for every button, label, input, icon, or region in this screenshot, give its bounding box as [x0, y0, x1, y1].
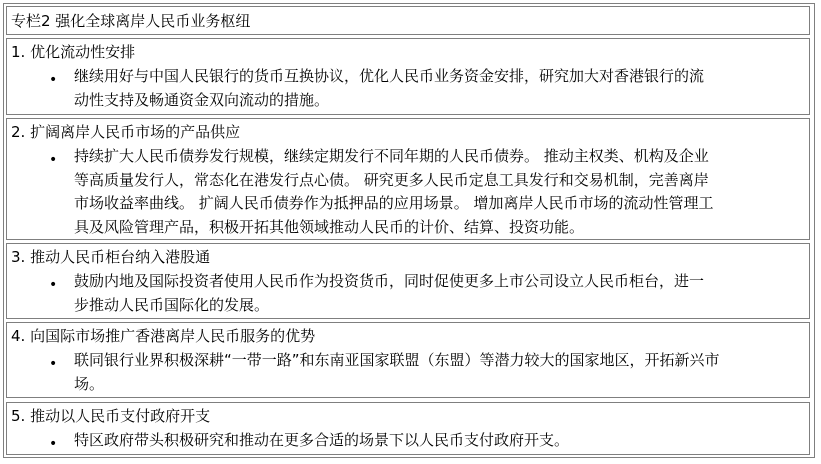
section-text: 鼓励内地及国际投资者使用人民币作为投资货币，同时促使更多上市公司设立人民币柜台，进一 步推动人民币国际化的发展。: [74, 272, 705, 314]
section-text: 持续扩大人民币债券发行规模，继续定期发行不同年期的人民币债券。 推动主权类、机构及企业 等高质量发行人，常态化在港发行点心债。 研究更多人民币定息工具发行和交易机制，完善离岸 市场收益率曲线。 扩阔人民币债券作为抵押品的应用场景。 增加离岸人民币市场的流动性管理工 具及风险管理产品，积极开拓其他领域推动人民币的计价、结算、投资功能。: [74, 147, 714, 236]
section-5: [6, 402, 810, 455]
bullet-icon: •: [49, 436, 58, 452]
section-heading: 2. 扩阔离岸人民币市场的产品供应: [11, 123, 241, 141]
section-heading: 4. 向国际市场推广香港离岸人民币服务的优势: [11, 327, 316, 345]
bullet-icon: •: [49, 72, 58, 88]
section-heading: 1. 优化流动性安排: [11, 43, 136, 61]
section-text: 继续用好与中国人民银行的货币互换协议，优化人民币业务资金安排，研究加大对香港银行的流 动性支持及畅通资金双向流动的措施。: [74, 67, 705, 109]
section-2: [6, 118, 810, 240]
section-text: 联同银行业界积极深耕“一带一路”和东南亚国家联盟（东盟）等潜力较大的国家地区，开拓新兴市 场。: [74, 351, 720, 393]
section-heading: 3. 推动人民币柜台纳入港股通: [11, 248, 211, 266]
document-title: 专栏2 强化全球离岸人民币业务枢纽: [11, 12, 251, 30]
section-3: [6, 243, 810, 319]
bullet-icon: •: [49, 277, 58, 293]
section-heading: 5. 推动以人民币支付政府开支: [11, 407, 211, 425]
section-4: [6, 322, 810, 398]
section-1: [6, 38, 810, 115]
title-cell: [6, 6, 810, 35]
bullet-icon: •: [49, 356, 58, 372]
bullet-icon: •: [49, 152, 58, 168]
section-text: 特区政府带头积极研究和推动在更多合适的场景下以人民币支付政府开支。: [74, 431, 570, 449]
